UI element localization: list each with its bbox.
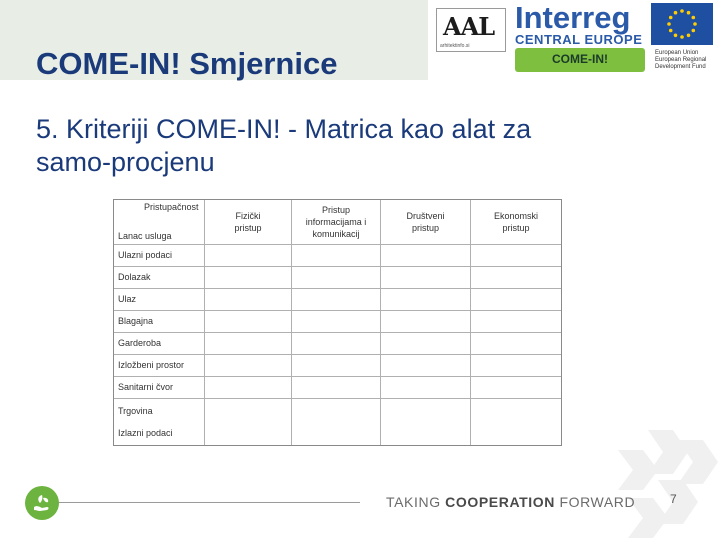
eu-star-icon [692,29,696,33]
matrix-row-label: Ulazni podaci [118,250,173,260]
grid-line [204,200,205,445]
matrix-column-header: Ekonomski pristup [493,211,538,233]
matrix-corner-top: Pristupačnost [144,202,199,212]
matrix-column-header: Pristup informacijama i komunikacij [305,205,367,239]
page-number: 7 [670,492,677,506]
matrix-column-header: Fizički pristup [234,211,262,233]
footer-divider [55,502,360,503]
project-badge [515,48,645,72]
eu-text-line3: Development Fund [655,64,706,70]
eu-star-icon [680,35,684,39]
matrix-row-label: Trgovina [118,406,153,416]
grid-line [114,244,561,245]
plant-hand-icon [25,486,59,520]
matrix-row-label: Dolazak [118,272,151,282]
eu-star-icon [693,22,697,26]
grid-line [380,200,381,445]
eu-funding-text [655,50,719,71]
grid-line [114,354,561,355]
eu-star-icon [687,11,691,15]
partner-logo [436,8,506,52]
project-badge-label: COME-IN! [552,52,608,66]
matrix-row-label: Izlazni podaci [118,428,173,438]
tagline-end: FORWARD [554,494,636,510]
tagline-start: TAKING [386,494,446,510]
grid-line [114,266,561,267]
tagline-bold: COOPERATION [445,494,555,510]
matrix-row-label: Garderoba [118,338,162,348]
eu-stars-icon [651,3,713,45]
matrix-row-label: Blagajna [118,316,154,326]
slide-subtitle [36,113,531,179]
eu-flag-icon [651,3,713,45]
eu-star-icon [692,16,696,20]
matrix-row-label: Izložbeni prostor [118,360,185,370]
grid-line [114,376,561,377]
eu-star-icon [674,34,678,38]
matrix-column-header: Društveni pristup [406,211,445,233]
eu-star-icon [674,11,678,15]
grid-line [470,200,471,445]
footer-emblem [25,486,59,520]
subtitle-line1: 5. Kriteriji COME-IN! - Matrica kao alat za [36,114,532,144]
matrix-row-label: Sanitarni čvor [118,382,174,392]
partner-logo-subtext: arhitektinfo.si [440,43,470,49]
decorative-arrows-icon [598,410,720,540]
interreg-logo-text: Interreg [515,0,631,35]
slide-title: COME-IN! Smjernice [36,46,338,81]
partner-logo-mark-icon: AAL [443,12,495,41]
matrix-corner-bottom: Lanac usluga [118,231,172,241]
grid-line [114,398,561,399]
self-assessment-matrix [113,199,562,446]
eu-star-icon [687,34,691,38]
footer-tagline [386,494,635,510]
program-name: CENTRAL EUROPE [515,32,643,47]
grid-line [114,288,561,289]
grid-line [114,310,561,311]
grid-line [114,332,561,333]
eu-text-line1: European Union [655,50,699,56]
subtitle-line2: samo-procjenu [36,147,215,177]
eu-star-icon [669,16,673,20]
matrix-row-label: Ulaz [118,294,137,304]
eu-star-icon [669,29,673,33]
eu-star-icon [680,9,684,13]
eu-star-icon [667,22,671,26]
eu-text-line2: European Regional [655,57,707,63]
